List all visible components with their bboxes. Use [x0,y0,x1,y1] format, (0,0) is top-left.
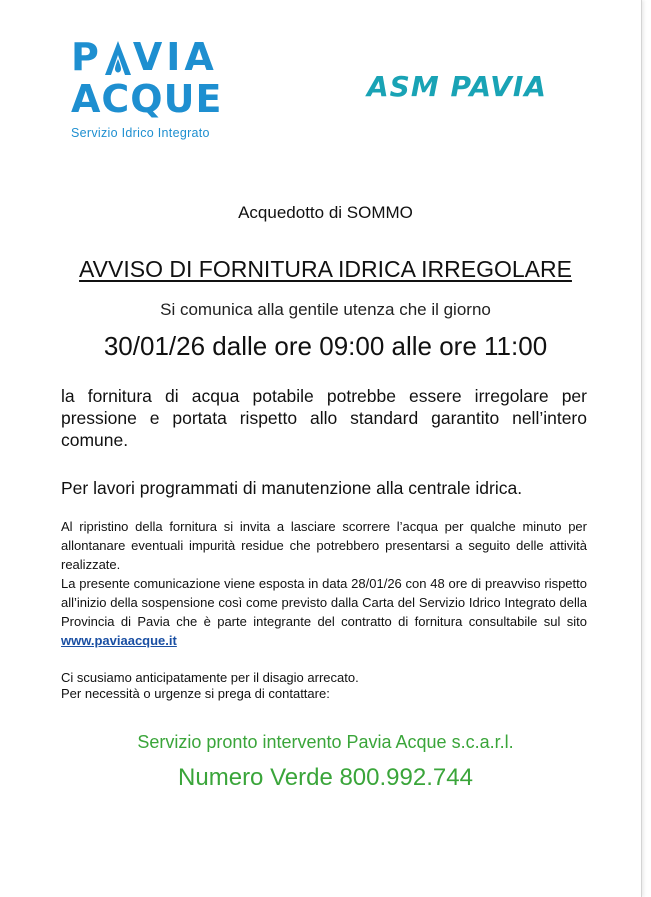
logo-subtitle: Servizio Idrico Integrato [71,126,210,140]
notice-intro: Si comunica alla gentile utenza che il giorno [160,300,491,319]
notice-title: AVVISO DI FORNITURA IDRICA IRREGOLARE [79,256,572,282]
contact-intro: Per necessità o urgenze si prega di contattare: [61,686,330,701]
outage-date-time: 30/01/26 dalle ore 09:00 alle ore 11:00 [103,331,548,361]
logo-text-acque: ACQUE [71,77,223,121]
acquedotto-label: Acquedotto di SOMMO [238,203,413,222]
legal-text: La presente comunicazione viene esposta in data 28/01/26 con 48 ore di preavviso rispetto all’inizio della sospensione così come previsto dalla Carta del Servizio Idrico Integrato della Provincia di Pavia che è parte integrante del contratto di fornitura consultabile sul sito [61,576,587,629]
toll-free-number[interactable]: Numero Verde 800.992.744 [178,764,473,791]
notice-body-main: la fornitura di acqua potabile potrebbe essere irregolare per pressione e portata rispetto allo standard garantito nell’intero comune. [61,386,587,450]
legal-notice [61,574,587,650]
asm-pavia-logo: ASM PAVIA [367,70,547,103]
logo-text-via: VIA [132,35,218,79]
logo-text-p: P [71,35,103,79]
closing-text [61,670,587,702]
apology-text: Ci scusiamo anticipatamente per il disagio arrecato. [61,670,359,685]
notice-details [61,517,587,650]
notice-reason: Per lavori programmati di manutenzione alla centrale idrica. [61,478,523,498]
website-link[interactable]: www.paviaacque.it [61,633,177,648]
water-drop-icon [103,39,133,76]
restore-instructions: Al ripristino della fornitura si invita a lasciare scorrere l’acqua per qualche minuto per allontanare eventuali impurità residue che potrebbero presentarsi a seguito delle attività realizzate. [61,519,587,572]
service-line: Servizio pronto intervento Pavia Acque s.c.a.r.l. [137,732,514,752]
pavia-acque-logo [71,35,246,140]
